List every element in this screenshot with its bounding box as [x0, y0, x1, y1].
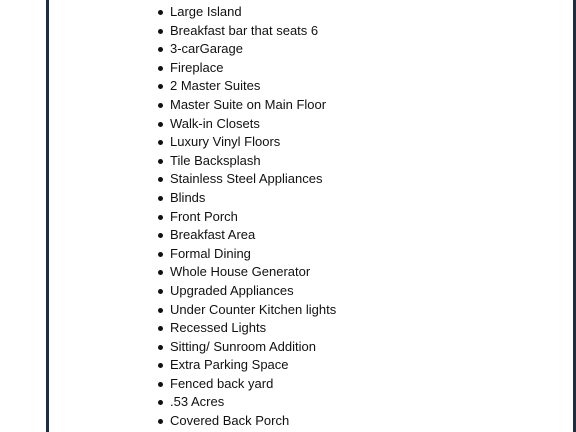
feature-label: Upgraded Appliances — [170, 282, 294, 298]
feature-label: Fenced back yard — [170, 375, 274, 391]
feature-label: .53 Acres — [170, 394, 225, 410]
bullet-icon — [158, 308, 163, 313]
list-item — [154, 59, 336, 78]
bullet-icon — [158, 47, 163, 52]
list-item — [154, 189, 336, 208]
feature-label: Under Counter Kitchen lights — [170, 301, 337, 317]
feature-label: Luxury Vinyl Floors — [170, 134, 281, 150]
feature-label: Breakfast bar that seats 6 — [170, 22, 319, 38]
bullet-icon — [158, 326, 163, 331]
feature-label: Stainless Steel Appliances — [170, 171, 323, 187]
list-item — [154, 412, 336, 431]
bullet-icon — [158, 289, 163, 294]
feature-label: Extra Parking Space — [170, 357, 289, 373]
list-item — [154, 245, 336, 264]
feature-label: Large Island — [170, 4, 242, 19]
feature-label: Walk-in Closets — [170, 115, 260, 131]
list-item — [154, 133, 336, 152]
list-item — [154, 96, 336, 115]
feature-label: Recessed Lights — [170, 320, 267, 336]
list-item — [154, 77, 336, 96]
list-item — [154, 338, 336, 357]
bullet-icon — [158, 419, 163, 424]
bullet-icon — [158, 84, 163, 89]
bullet-icon — [158, 252, 163, 257]
bullet-icon — [158, 103, 163, 108]
feature-label: Sitting/ Sunroom Addition — [170, 338, 316, 354]
list-item — [154, 208, 336, 227]
bullet-icon — [158, 177, 163, 182]
list-item — [154, 152, 336, 171]
feature-label: Formal Dining — [170, 245, 251, 261]
feature-label: Blinds — [170, 189, 206, 205]
bullet-icon — [158, 233, 163, 238]
list-item — [154, 3, 336, 22]
bullet-icon — [158, 270, 163, 275]
bullet-icon — [158, 400, 163, 405]
feature-label: Whole House Generator — [170, 264, 311, 280]
list-item — [154, 282, 336, 301]
list-item — [154, 356, 336, 375]
list-item — [154, 319, 336, 338]
bullet-icon — [158, 382, 163, 387]
bullet-icon — [158, 345, 163, 350]
bullet-icon — [158, 122, 163, 127]
feature-label: Breakfast Area — [170, 227, 256, 243]
bullet-icon — [158, 140, 163, 145]
feature-label: Tile Backsplash — [170, 152, 261, 168]
list-item — [154, 22, 336, 41]
list-item — [154, 226, 336, 245]
feature-label: Master Suite on Main Floor — [170, 96, 327, 112]
feature-label: 2 Master Suites — [170, 78, 261, 94]
feature-list — [154, 3, 336, 431]
feature-label: Fireplace — [170, 59, 224, 75]
list-item — [154, 301, 336, 320]
list-item — [154, 393, 336, 412]
left-border — [46, 0, 49, 432]
bullet-icon — [158, 66, 163, 71]
list-item — [154, 263, 336, 282]
list-item — [154, 375, 336, 394]
bullet-icon — [158, 363, 163, 368]
feature-label: Covered Back Porch — [170, 413, 290, 429]
bullet-icon — [158, 10, 163, 15]
bullet-icon — [158, 29, 163, 34]
bullet-icon — [158, 215, 163, 220]
bullet-icon — [158, 196, 163, 201]
list-item — [154, 170, 336, 189]
bullet-icon — [158, 159, 163, 164]
list-item — [154, 40, 336, 59]
list-item — [154, 115, 336, 134]
feature-label: Front Porch — [170, 208, 238, 224]
feature-label: 3-carGarage — [170, 41, 243, 57]
